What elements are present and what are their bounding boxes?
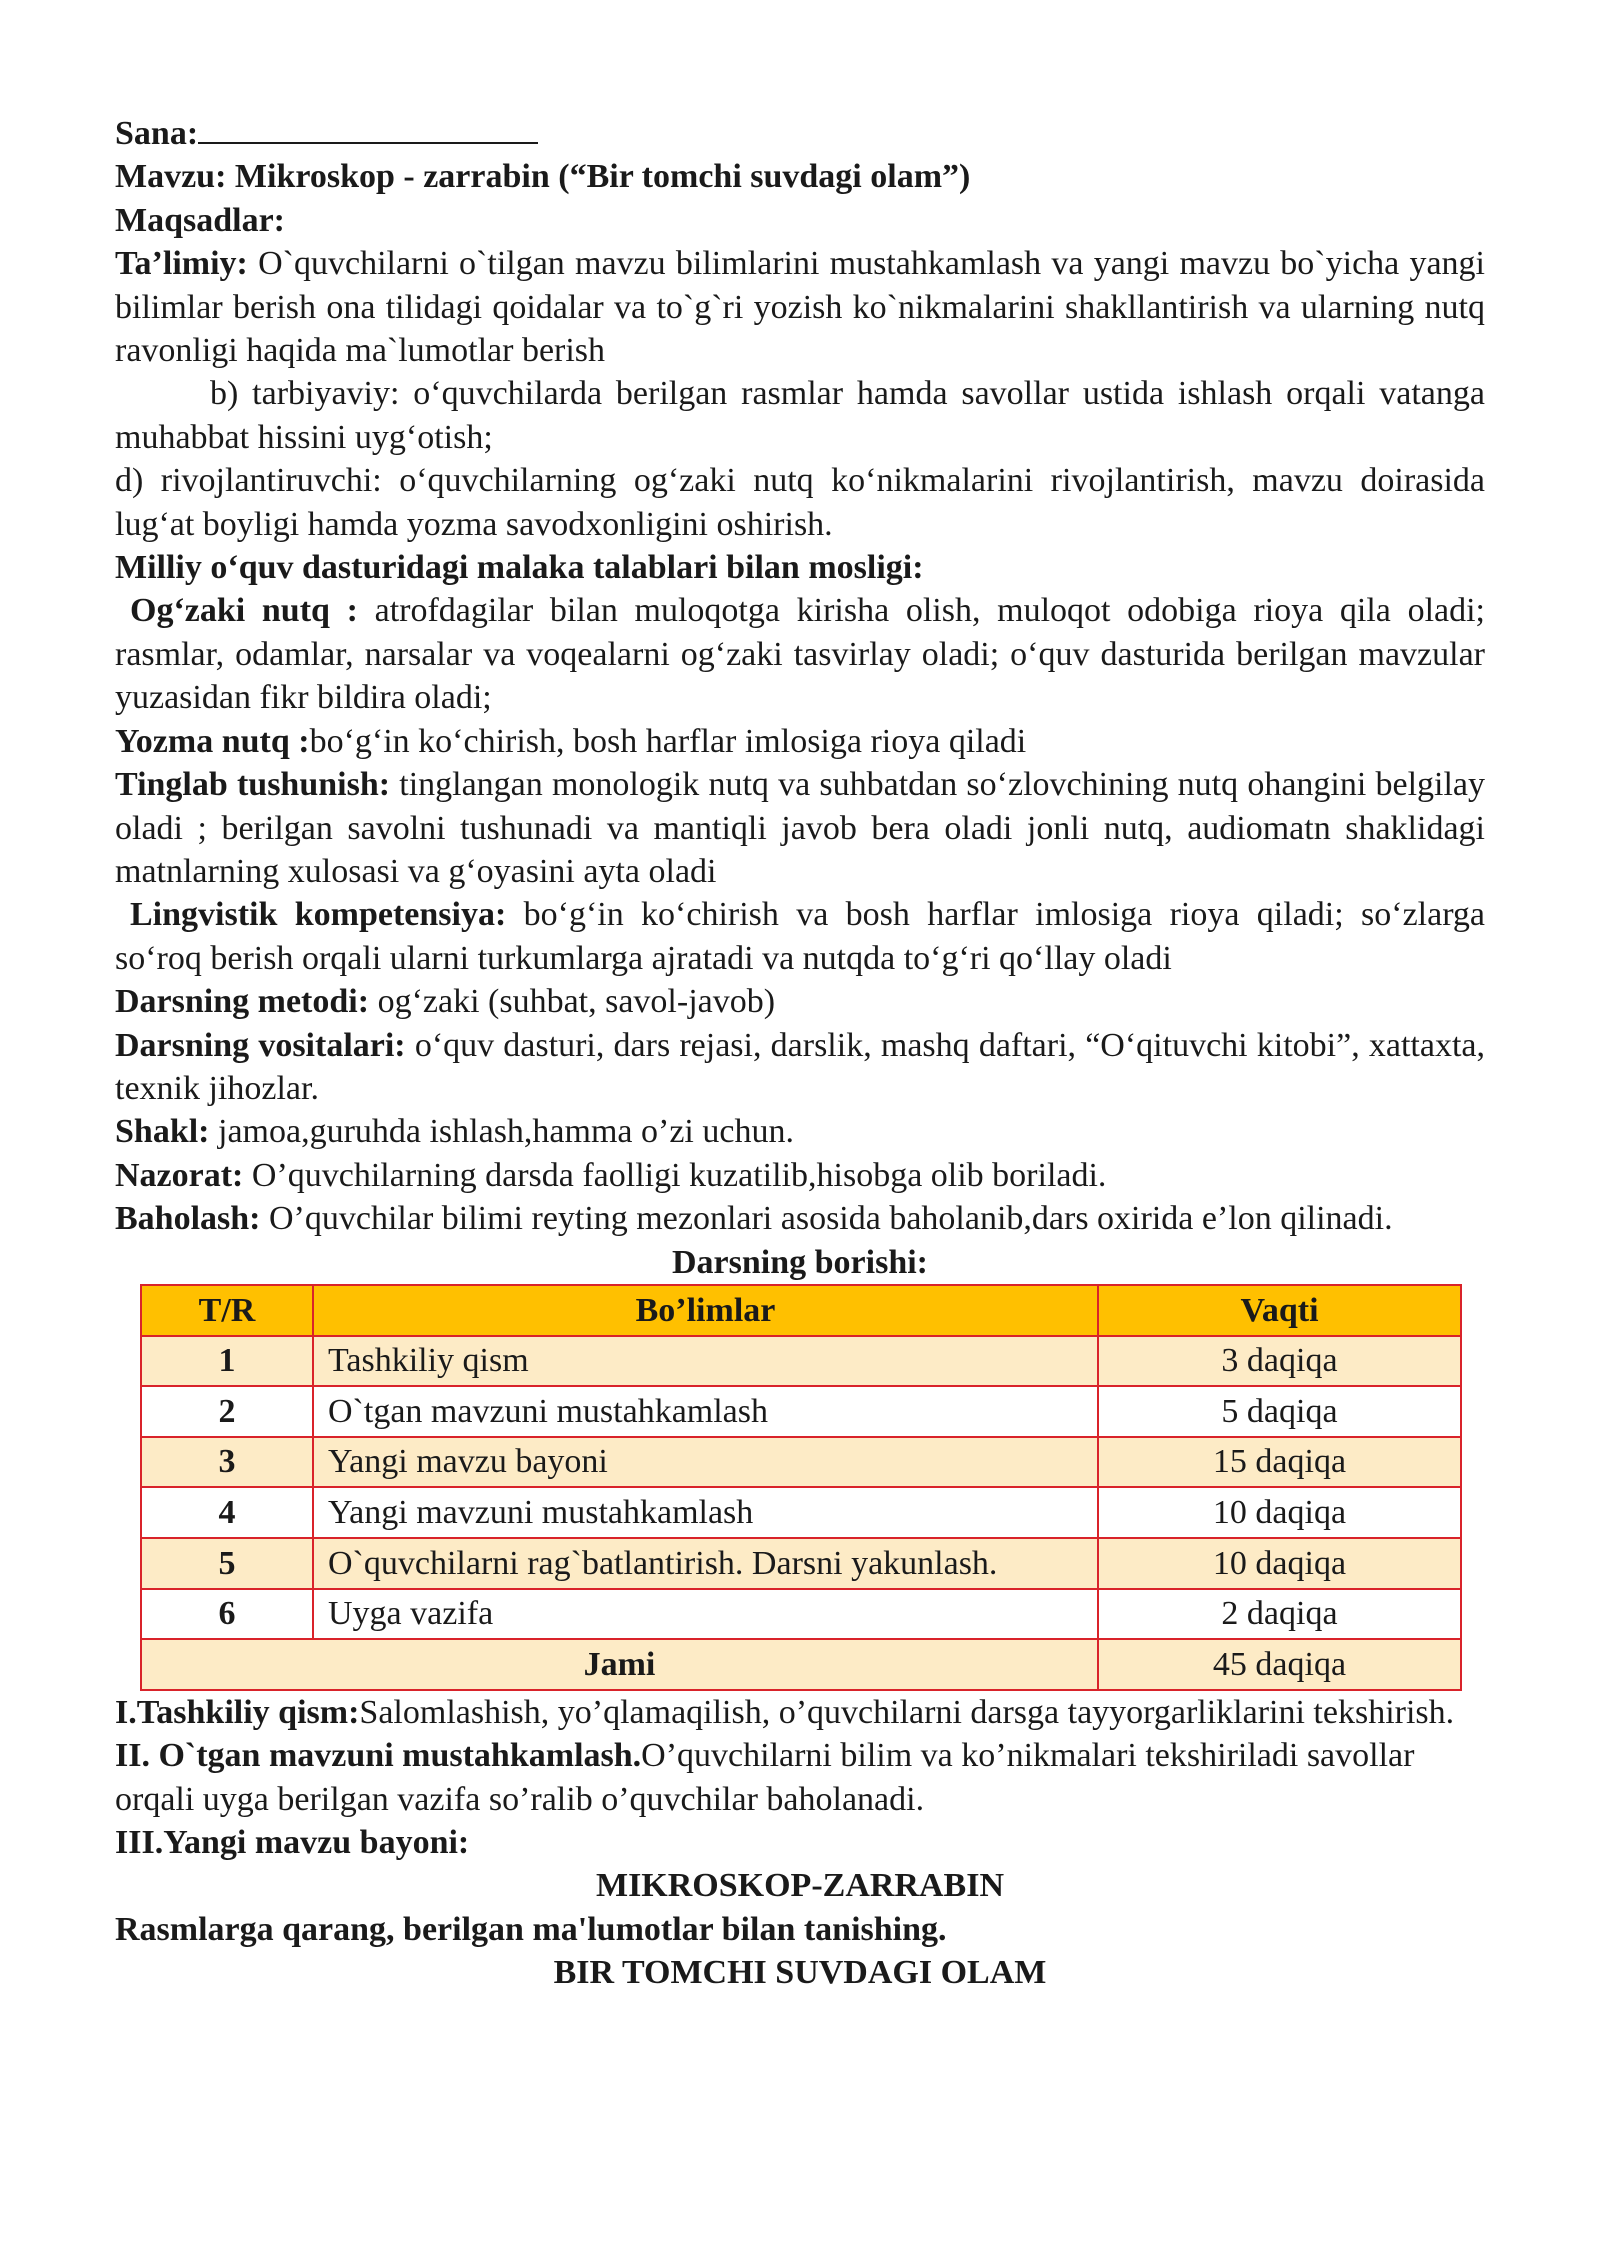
oral-standard bbox=[115, 589, 1485, 719]
row-time: 15 daqiqa bbox=[1098, 1437, 1461, 1488]
plan-heading: Darsning borishi: bbox=[672, 1243, 928, 1281]
row-section: Yangi mavzu bayoni bbox=[313, 1437, 1098, 1488]
total-label: Jami bbox=[141, 1639, 1098, 1690]
educational-label: Ta’limiy: bbox=[115, 245, 248, 283]
form-label: Shakl: bbox=[115, 1113, 210, 1151]
linguistic-label: Lingvistik kompetensiya: bbox=[130, 896, 507, 934]
table-row bbox=[141, 1487, 1461, 1538]
step-new-topic: III.Yangi mavzu bayoni: bbox=[115, 1823, 470, 1861]
tools-label: Darsning vositalari: bbox=[115, 1026, 406, 1064]
linguistic-text: bo‘g‘in ko‘chirish va bosh harflar imlosiga rioya qiladi; so‘zlarga so‘roq berish orqali ularni turkumlarga ajratadi va nutqda to‘g‘ri qo‘llay oladi bbox=[115, 896, 1485, 977]
row-time: 10 daqiqa bbox=[1098, 1487, 1461, 1538]
assessment-text: O’quvchilar bilimi reyting mezonlari asosida baholanib,dars oxirida e’lon qilinadi. bbox=[269, 1200, 1393, 1238]
header-time: Vaqti bbox=[1098, 1285, 1461, 1336]
oral-text: atrofdagilar bilan muloqotga kirisha olish, muloqot odobiga rioya qila oladi; rasmlar, odamlar, narsalar va voqealarni og‘zaki tasvirlay oladi; o‘quv dasturida berilgan mavzular yuzasidan fikr bildira oladi; bbox=[115, 592, 1485, 717]
control-label: Nazorat: bbox=[115, 1156, 244, 1194]
row-number: 1 bbox=[141, 1336, 313, 1387]
row-section: Tashkiliy qism bbox=[313, 1336, 1098, 1387]
written-text: bo‘g‘in ko‘chirish, bosh harflar imlosiga rioya qiladi bbox=[309, 722, 1027, 760]
row-section: Uyga vazifa bbox=[313, 1589, 1098, 1640]
row-number: 2 bbox=[141, 1386, 313, 1437]
educational-text: O`quvchilarni o`tilgan mavzu bilimlarini mustahkamlash va yangi mavzu bo`yicha yangi bilimlar berish ona tilidagi qoidalar va to`g`ri yozish ko`nikmalarini shakllantirish va ularning nutq ravonligi haqida ma`lumotlar berish bbox=[115, 245, 1486, 370]
tools-line bbox=[115, 1024, 1485, 1111]
row-time: 5 daqiqa bbox=[1098, 1386, 1461, 1437]
assessment-label: Baholash: bbox=[115, 1200, 261, 1238]
row-section: Yangi mavzuni mustahkamlash bbox=[313, 1487, 1098, 1538]
table-row bbox=[141, 1437, 1461, 1488]
written-label: Yozma nutq : bbox=[115, 722, 310, 760]
instruction-line: Rasmlarga qarang, berilgan ma'lumotlar bilan tanishing. bbox=[115, 1910, 947, 1948]
topic-line: Mavzu: Mikroskop - zarrabin (“Bir tomchi suvdagi olam”) bbox=[115, 158, 971, 196]
method-label: Darsning metodi: bbox=[115, 983, 370, 1021]
method-text: og‘zaki (suhbat, savol-javob) bbox=[377, 983, 776, 1021]
date-line bbox=[115, 112, 1485, 155]
step1-text: Salomlashish, yo’qlamaqilish, o’quvchilarni darsga tayyorgarliklarini tekshirish. bbox=[359, 1693, 1455, 1731]
row-section: O`quvchilarni rag`batlantirish. Darsni yakunlash. bbox=[313, 1538, 1098, 1589]
tools-text: o‘quv dasturi, dars rejasi, darslik, mashq daftari, “O‘qituvchi kitobi”, xattaxta, texnik jihozlar. bbox=[115, 1026, 1486, 1107]
step-organizational bbox=[115, 1691, 1485, 1734]
table-row bbox=[141, 1538, 1461, 1589]
row-number: 4 bbox=[141, 1487, 313, 1538]
lesson-plan-table bbox=[140, 1284, 1462, 1691]
control-text: O’quvchilarning darsda faolligi kuzatilib,hisobga olib boriladi. bbox=[251, 1156, 1107, 1194]
linguistic-standard bbox=[115, 893, 1485, 980]
step1-label: I.Tashkiliy qism: bbox=[115, 1693, 360, 1731]
date-blank bbox=[198, 112, 538, 144]
upbringing-goal: b) tarbiyaviy: o‘quvchilarda berilgan rasmlar hamda savollar ustida ishlash orqali vatanga muhabbat hissini uyg‘otish; bbox=[115, 375, 1485, 456]
educational-goal bbox=[115, 242, 1485, 372]
form-line bbox=[115, 1110, 1485, 1153]
table-row bbox=[141, 1336, 1461, 1387]
control-line bbox=[115, 1154, 1485, 1197]
section-title-water-drop: BIR TOMCHI SUVDAGI OLAM bbox=[553, 1954, 1047, 1992]
table-row bbox=[141, 1589, 1461, 1640]
date-label: Sana: bbox=[115, 115, 199, 152]
step2-label: II. O`tgan mavzuni mustahkamlash. bbox=[115, 1737, 642, 1775]
table-row bbox=[141, 1386, 1461, 1437]
step2-text: O’quvchilarni bilim va ko’nikmalari tekshiriladi savollar orqali uyga berilgan vazifa so’ralib o’quvchilar baholanadi. bbox=[115, 1737, 1415, 1818]
step-review bbox=[115, 1734, 1485, 1821]
listening-text: tinglangan monologik nutq va suhbatdan so‘zlovchining nutq ohangini belgilay oladi ; berilgan savolni tushunadi va mantiqli javob bera oladi jonli nutq, audiomatn shaklidagi matnlarning xulosasi va g‘oyasini ayta oladi bbox=[115, 766, 1486, 890]
table-total-row bbox=[141, 1639, 1461, 1690]
goals-heading: Maqsadlar: bbox=[115, 201, 285, 239]
form-text: jamoa,guruhda ishlash,hamma o’zi uchun. bbox=[218, 1113, 794, 1151]
row-number: 3 bbox=[141, 1437, 313, 1488]
row-number: 6 bbox=[141, 1589, 313, 1640]
row-time: 10 daqiqa bbox=[1098, 1538, 1461, 1589]
row-section: O`tgan mavzuni mustahkamlash bbox=[313, 1386, 1098, 1437]
header-section: Bo’limlar bbox=[313, 1285, 1098, 1336]
row-time: 2 daqiqa bbox=[1098, 1589, 1461, 1640]
method-line bbox=[115, 980, 1485, 1023]
written-standard bbox=[115, 720, 1485, 763]
section-title-microscope: MIKROSKOP-ZARRABIN bbox=[595, 1867, 1005, 1905]
header-number: T/R bbox=[141, 1285, 313, 1336]
standards-heading: Milliy o‘quv dasturidagi malaka talablari bilan mosligi: bbox=[115, 549, 924, 587]
oral-label: Og‘zaki nutq : bbox=[130, 592, 358, 630]
listening-label: Tinglab tushunish: bbox=[115, 766, 391, 804]
developmental-goal: d) rivojlantiruvchi: o‘quvchilarning og‘zaki nutq ko‘nikmalarini rivojlantirish, mavzu doirasida lug‘at boyligi hamda yozma savodxonligini oshirish. bbox=[115, 462, 1485, 543]
lesson-plan bbox=[115, 112, 1485, 1995]
total-time: 45 daqiqa bbox=[1098, 1639, 1461, 1690]
row-number: 5 bbox=[141, 1538, 313, 1589]
assessment-line bbox=[115, 1197, 1485, 1240]
listening-standard bbox=[115, 763, 1485, 893]
table-header-row bbox=[141, 1285, 1461, 1336]
row-time: 3 daqiqa bbox=[1098, 1336, 1461, 1387]
